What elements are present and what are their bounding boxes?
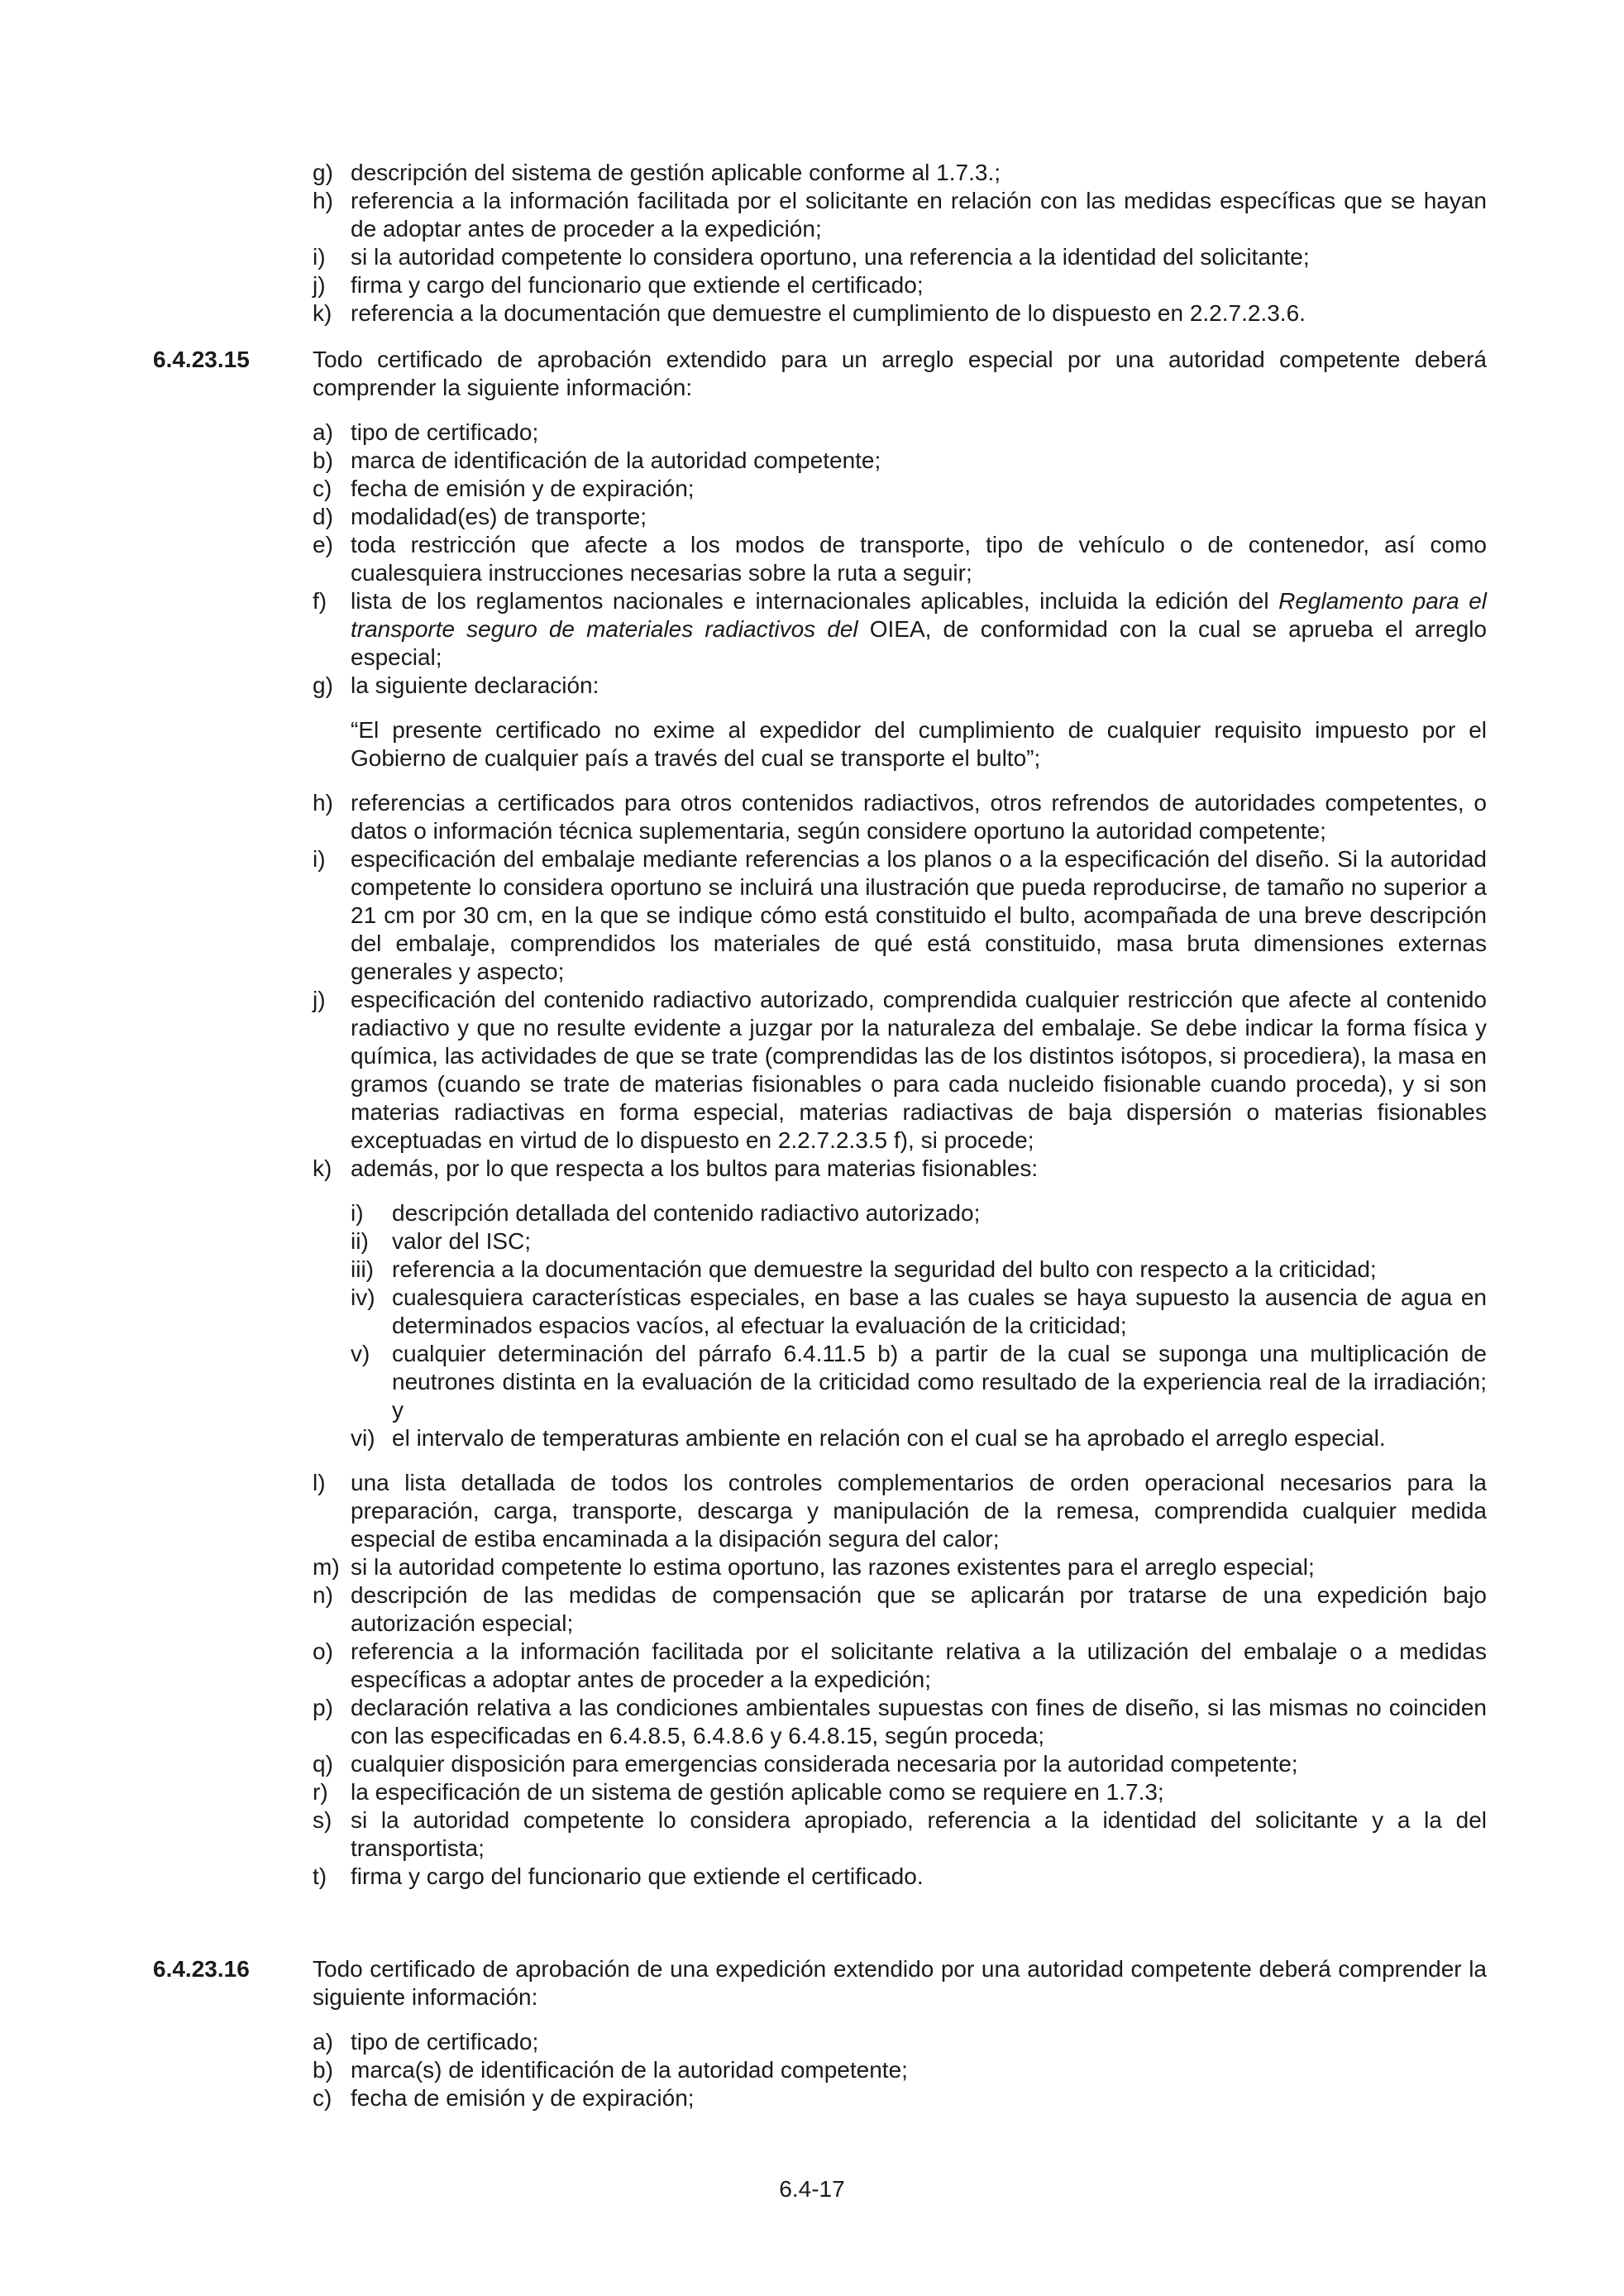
top-list xyxy=(313,159,1487,328)
sub-list xyxy=(313,1199,1487,1452)
list-item xyxy=(313,845,1487,986)
item-label: ii) xyxy=(351,1228,369,1254)
publication-title: Reglamento para el transporte seguro de materiales radiactivos del xyxy=(351,588,1487,642)
item-label: t) xyxy=(313,1863,327,1889)
item-text: cualesquiera características especiales, en base a las cuales se haya supuesto la ausencia de agua en determinados espacios vacíos, al efectuar la evaluación de la criticidad; xyxy=(392,1284,1487,1338)
section-intro: Todo certificado de aprobación extendido para un arreglo especial por una autoridad competente deberá comprender la siguiente información: xyxy=(313,347,1487,400)
list-item xyxy=(313,419,1487,447)
list-item xyxy=(313,475,1487,503)
item-label: o) xyxy=(313,1638,333,1664)
list-item xyxy=(313,1750,1487,1778)
item-text: valor del ISC; xyxy=(392,1228,532,1254)
item-text: descripción de las medidas de compensación que se aplicarán por tratarse de una expedición bajo autorización especial; xyxy=(351,1582,1487,1636)
list-item xyxy=(313,2084,1487,2112)
item-text: tipo de certificado; xyxy=(351,2029,539,2054)
item-label: h) xyxy=(313,188,333,213)
item-text: tipo de certificado; xyxy=(351,419,539,445)
sub-list-item xyxy=(351,1227,1487,1256)
item-label: d) xyxy=(313,504,333,529)
item-label: a) xyxy=(313,419,333,445)
item-label: a) xyxy=(313,2029,333,2054)
item-text: fecha de emisión y de expiración; xyxy=(351,2085,695,2111)
item-label: k) xyxy=(313,1155,332,1181)
item-label: v) xyxy=(351,1341,370,1366)
item-text: OIEA, de conformidad con la cual se aprueba el arreglo especial; xyxy=(351,616,1487,670)
item-label: b) xyxy=(313,447,333,473)
item-text: declaración relativa a las condiciones ambientales supuestas con fines de diseño, si las mismas no coinciden con las especificadas en 6.4.8.5, 6.4.8.6 y 6.4.8.15, según proceda; xyxy=(351,1695,1487,1748)
item-text: si la autoridad competente lo estima oportuno, las razones existentes para el arreglo especial; xyxy=(351,1554,1315,1580)
list-item xyxy=(313,1806,1487,1863)
item-label: h) xyxy=(313,790,333,816)
item-label: vi) xyxy=(351,1425,375,1451)
list-item xyxy=(313,1694,1487,1750)
item-label: j) xyxy=(313,272,326,298)
item-label: iii) xyxy=(351,1256,374,1282)
list-item xyxy=(313,1778,1487,1806)
item-label: i) xyxy=(313,244,326,270)
list-item xyxy=(313,299,1487,328)
item-text: la siguiente declaración: xyxy=(351,672,599,698)
item-label: q) xyxy=(313,1751,333,1777)
item-label: s) xyxy=(313,1807,332,1833)
item-label: iv) xyxy=(351,1284,375,1310)
list-item xyxy=(313,503,1487,531)
item-label: p) xyxy=(313,1695,333,1720)
list-item xyxy=(313,986,1487,1155)
item-text: cualquier disposición para emergencias considerada necesaria por la autoridad competente; xyxy=(351,1751,1298,1777)
item-label: b) xyxy=(313,2057,333,2083)
list-item xyxy=(313,243,1487,271)
list-item xyxy=(313,1469,1487,1553)
list-item xyxy=(313,447,1487,475)
section-number: 6.4.23.16 xyxy=(153,1956,250,1982)
item-text: referencia a la documentación que demuestre la seguridad del bulto con respecto a la criticidad; xyxy=(392,1256,1377,1282)
item-text: lista de los reglamentos nacionales e internacionales aplicables, incluida la edición del xyxy=(351,588,1279,614)
section-15-list xyxy=(313,419,1487,1891)
sub-list-item xyxy=(351,1256,1487,1284)
item-text: una lista detallada de todos los controles complementarios de orden operacional necesarios para la preparación, carga, transporte, descarga y manipulación de la remesa, comprendida cualquier medida especial de estiba encaminada a la disipación segura del calor; xyxy=(351,1470,1487,1552)
section-16-list xyxy=(313,2028,1487,2112)
list-item xyxy=(313,2028,1487,2056)
item-label: r) xyxy=(313,1779,328,1805)
list-item xyxy=(313,1155,1487,1183)
item-text: cualquier determinación del párrafo 6.4.11.5 b) a partir de la cual se suponga una multiplicación de neutrones distinta en la evaluación de la criticidad como resultado de la experiencia real de la irradiación; y xyxy=(392,1341,1487,1423)
item-text: referencia a la documentación que demuestre el cumplimiento de lo dispuesto en 2.2.7.2.3.6. xyxy=(351,300,1306,326)
list-item xyxy=(313,1553,1487,1581)
item-label: g) xyxy=(313,160,333,185)
item-label: n) xyxy=(313,1582,333,1608)
item-label: c) xyxy=(313,2085,332,2111)
item-text: modalidad(es) de transporte; xyxy=(351,504,647,529)
item-text: si la autoridad competente lo considera oportuno, una referencia a la identidad del solicitante; xyxy=(351,244,1310,270)
section-number: 6.4.23.15 xyxy=(153,347,250,372)
section-intro: Todo certificado de aprobación de una expedición extendido por una autoridad competente deberá comprender la siguiente información: xyxy=(313,1956,1487,2010)
item-label: m) xyxy=(313,1554,340,1580)
item-text: especificación del contenido radiactivo autorizado, comprendida cualquier restricción que afecte al contenido radiactivo y que no resulte evidente a juzgar por la naturaleza del embalaje. Se debe indicar la forma física y química, las actividades de que se trate (comprendidas las de los distintos isótopos, si procediera), la masa en gramos (cuando se trate de materias fisionables o para cada nucleido fisionable cuando proceda), y si son materias radiactivas en forma especial, materias radiactivas de baja dispersión o materias fisionables exceptuadas en virtud de lo dispuesto en 2.2.7.2.3.5 f), si procede; xyxy=(351,987,1487,1153)
item-text: firma y cargo del funcionario que extiende el certificado. xyxy=(351,1863,924,1889)
declaration-quote: “El presente certificado no exime al expedidor del cumplimiento de cualquier requisito impuesto por el Gobierno de cualquier país a través del cual se transporte el bulto”; xyxy=(351,717,1487,771)
item-text: firma y cargo del funcionario que extiende el certificado; xyxy=(351,272,924,298)
item-label: i) xyxy=(313,846,326,872)
sub-list-item xyxy=(351,1424,1487,1452)
item-text: referencia a la información facilitada por el solicitante en relación con las medidas específicas que se hayan de adoptar antes de proceder a la expedición; xyxy=(351,188,1487,242)
item-text: referencias a certificados para otros contenidos radiactivos, otros refrendos de autoridades competentes, o datos o información técnica suplementaria, según considere oportuno la autoridad competente; xyxy=(351,790,1487,844)
item-label: k) xyxy=(313,300,332,326)
item-text: si la autoridad competente lo considera apropiado, referencia a la identidad del solicitante y a la del transportista; xyxy=(351,1807,1487,1861)
item-label: f) xyxy=(313,588,327,614)
item-label: c) xyxy=(313,476,332,501)
item-text: toda restricción que afecte a los modos de transporte, tipo de vehículo o de contenedor, así como cualesquiera instrucciones necesarias sobre la ruta a seguir; xyxy=(351,532,1487,586)
section-6-4-23-15 xyxy=(153,346,1487,402)
list-item xyxy=(313,2056,1487,2084)
sub-list-item xyxy=(351,1284,1487,1340)
list-item xyxy=(313,271,1487,299)
list-item xyxy=(313,531,1487,587)
sub-list-item xyxy=(351,1340,1487,1424)
list-item xyxy=(313,1581,1487,1638)
list-item xyxy=(313,789,1487,845)
list-item xyxy=(313,1638,1487,1694)
item-text: especificación del embalaje mediante referencias a los planos o a la especificación del diseño. Si la autoridad competente lo considera oportuno se incluirá una ilustración que pueda reproducirse, de tamaño no superior a 21 cm por 30 cm, en la que se indique cómo está constituido el bulto, acompañada de una breve descripción del embalaje, comprendidos los materiales de qué está constituido, masa bruta dimensiones externas generales y aspecto; xyxy=(351,846,1487,984)
item-text: descripción detallada del contenido radiactivo autorizado; xyxy=(392,1200,981,1226)
page-number: 6.4-17 xyxy=(779,2176,845,2202)
item-label: j) xyxy=(313,987,326,1012)
item-label: l) xyxy=(313,1470,326,1495)
list-item xyxy=(313,672,1487,700)
item-label: i) xyxy=(351,1200,364,1226)
item-text: referencia a la información facilitada por el solicitante relativa a la utilización del embalaje o a medidas específicas a adoptar antes de proceder a la expedición; xyxy=(351,1638,1487,1692)
item-text: fecha de emisión y de expiración; xyxy=(351,476,695,501)
item-text: descripción del sistema de gestión aplicable conforme al 1.7.3.; xyxy=(351,160,1001,185)
list-item xyxy=(313,587,1487,672)
list-item xyxy=(313,1863,1487,1891)
item-text: además, por lo que respecta a los bultos para materias fisionables: xyxy=(351,1155,1039,1181)
sub-list-item xyxy=(351,1199,1487,1227)
list-item xyxy=(313,159,1487,187)
item-label: g) xyxy=(313,672,333,698)
item-label: e) xyxy=(313,532,333,557)
item-text: marca de identificación de la autoridad competente; xyxy=(351,447,881,473)
list-item xyxy=(313,187,1487,243)
item-text: el intervalo de temperaturas ambiente en relación con el cual se ha aprobado el arreglo especial. xyxy=(392,1425,1386,1451)
section-6-4-23-16 xyxy=(153,1955,1487,2011)
item-text: marca(s) de identificación de la autoridad competente; xyxy=(351,2057,908,2083)
item-text: la especificación de un sistema de gestión aplicable como se requiere en 1.7.3; xyxy=(351,1779,1164,1805)
